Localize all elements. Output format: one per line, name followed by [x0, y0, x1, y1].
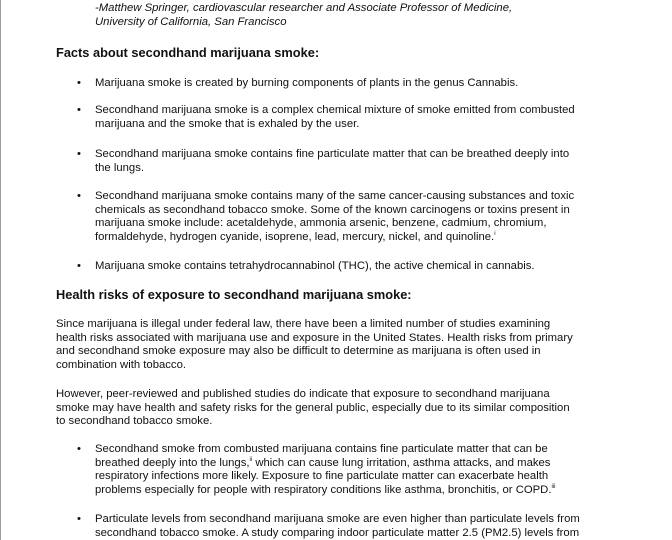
item-line: Secondhand marijuana smoke is a complex chemical mixture of smoke emitted from combusted — [95, 104, 575, 116]
item-line: secondhand tobacco smoke. A study comparing indoor particulate matter 2.5 (PM2.5) levels from — [95, 526, 580, 539]
item-line: marijuana and the smoke that is exhaled by the user. — [95, 117, 360, 130]
item-line: Secondhand marijuana smoke contains many of the same cancer-causing substances and toxic — [95, 190, 575, 202]
item-line-text: formaldehyde, hydrogen cyanide, isoprene, lead, mercury, nickel, and quinoline. — [95, 230, 495, 243]
item-line: marijuana smoke include: acetaldehyde, ammonia arsenic, benzene, cadmium, chromium, — [95, 217, 547, 229]
paragraph-line: to secondhand tobacco smoke. — [56, 415, 213, 427]
paragraph — [56, 388, 636, 429]
paragraph-line: and secondhand smoke exposure may also be difficult to determine as marijuana is often used in — [56, 345, 541, 357]
bullet-icon: • — [77, 77, 81, 89]
item-line: the lungs. — [95, 161, 144, 174]
attribution-line: University of California, San Francisco — [95, 15, 287, 28]
bullet-icon: • — [77, 513, 81, 525]
footnote-ref[interactable]: iii — [551, 483, 556, 490]
item-line — [95, 484, 615, 498]
attribution-line: -Matthew Springer, cardiovascular researcher and Associate Professor of Medicine, — [95, 2, 513, 14]
item-line — [95, 231, 615, 245]
paragraph-line: smoke may have health and safety risks for the general public, especially due to its similar composition — [56, 401, 570, 414]
paragraph-line: health risks associated with marijuana use and exposure in the United States. Health risks from primary — [56, 331, 573, 344]
item-line — [95, 457, 615, 471]
item-line: Marijuana smoke is created by burning components of plants in the genus Cannabis. — [95, 77, 519, 89]
item-line: respiratory infections more likely. Exposure to fine particulate matter can exacerbate health — [95, 470, 549, 482]
facts-heading: Facts about secondhand marijuana smoke: — [56, 45, 320, 60]
paragraph-line: Since marijuana is illegal under federal law, there have been a limited number of studies examining — [56, 318, 551, 330]
facts-list — [0, 77, 672, 99]
paragraph — [56, 318, 636, 372]
footnote-ref[interactable]: i — [494, 230, 496, 237]
footnote-ref[interactable]: ii — [249, 456, 253, 463]
bullet-icon: • — [77, 104, 81, 116]
item-line: Marijuana smoke contains tetrahydrocannabinol (THC), the active chemical in cannabis. — [95, 260, 535, 272]
item-line: Secondhand smoke from combusted marijuana contains fine particulate matter that can be — [95, 443, 548, 455]
item-line: chemicals as secondhand tobacco smoke. Some of the known carcinogens or toxins present in — [95, 203, 570, 216]
paragraph-line: However, peer-reviewed and published studies do indicate that exposure to secondhand marijuana — [56, 388, 550, 400]
bullet-icon: • — [77, 148, 81, 160]
bullet-icon: • — [77, 260, 81, 272]
item-line-text: which can cause lung irritation, asthma attacks, and makes — [252, 456, 551, 469]
bullet-icon: • — [77, 443, 81, 455]
item-line-text: breathed deeply into the lungs, — [95, 456, 250, 469]
item-line-text: problems especially for people with respiratory conditions like asthma, bronchitis, or COPD. — [95, 483, 552, 496]
list-item — [0, 77, 672, 99]
item-line: Particulate levels from secondhand marijuana smoke are even higher than particulate levels from — [95, 513, 580, 525]
paragraph-line: combination with tobacco. — [56, 358, 186, 371]
quote-attribution — [95, 2, 655, 29]
item-line: Secondhand marijuana smoke contains fine particulate matter that can be breathed deeply into — [95, 148, 570, 160]
health-heading: Health risks of exposure to secondhand marijuana smoke: — [56, 287, 412, 302]
bullet-icon: • — [77, 190, 81, 202]
